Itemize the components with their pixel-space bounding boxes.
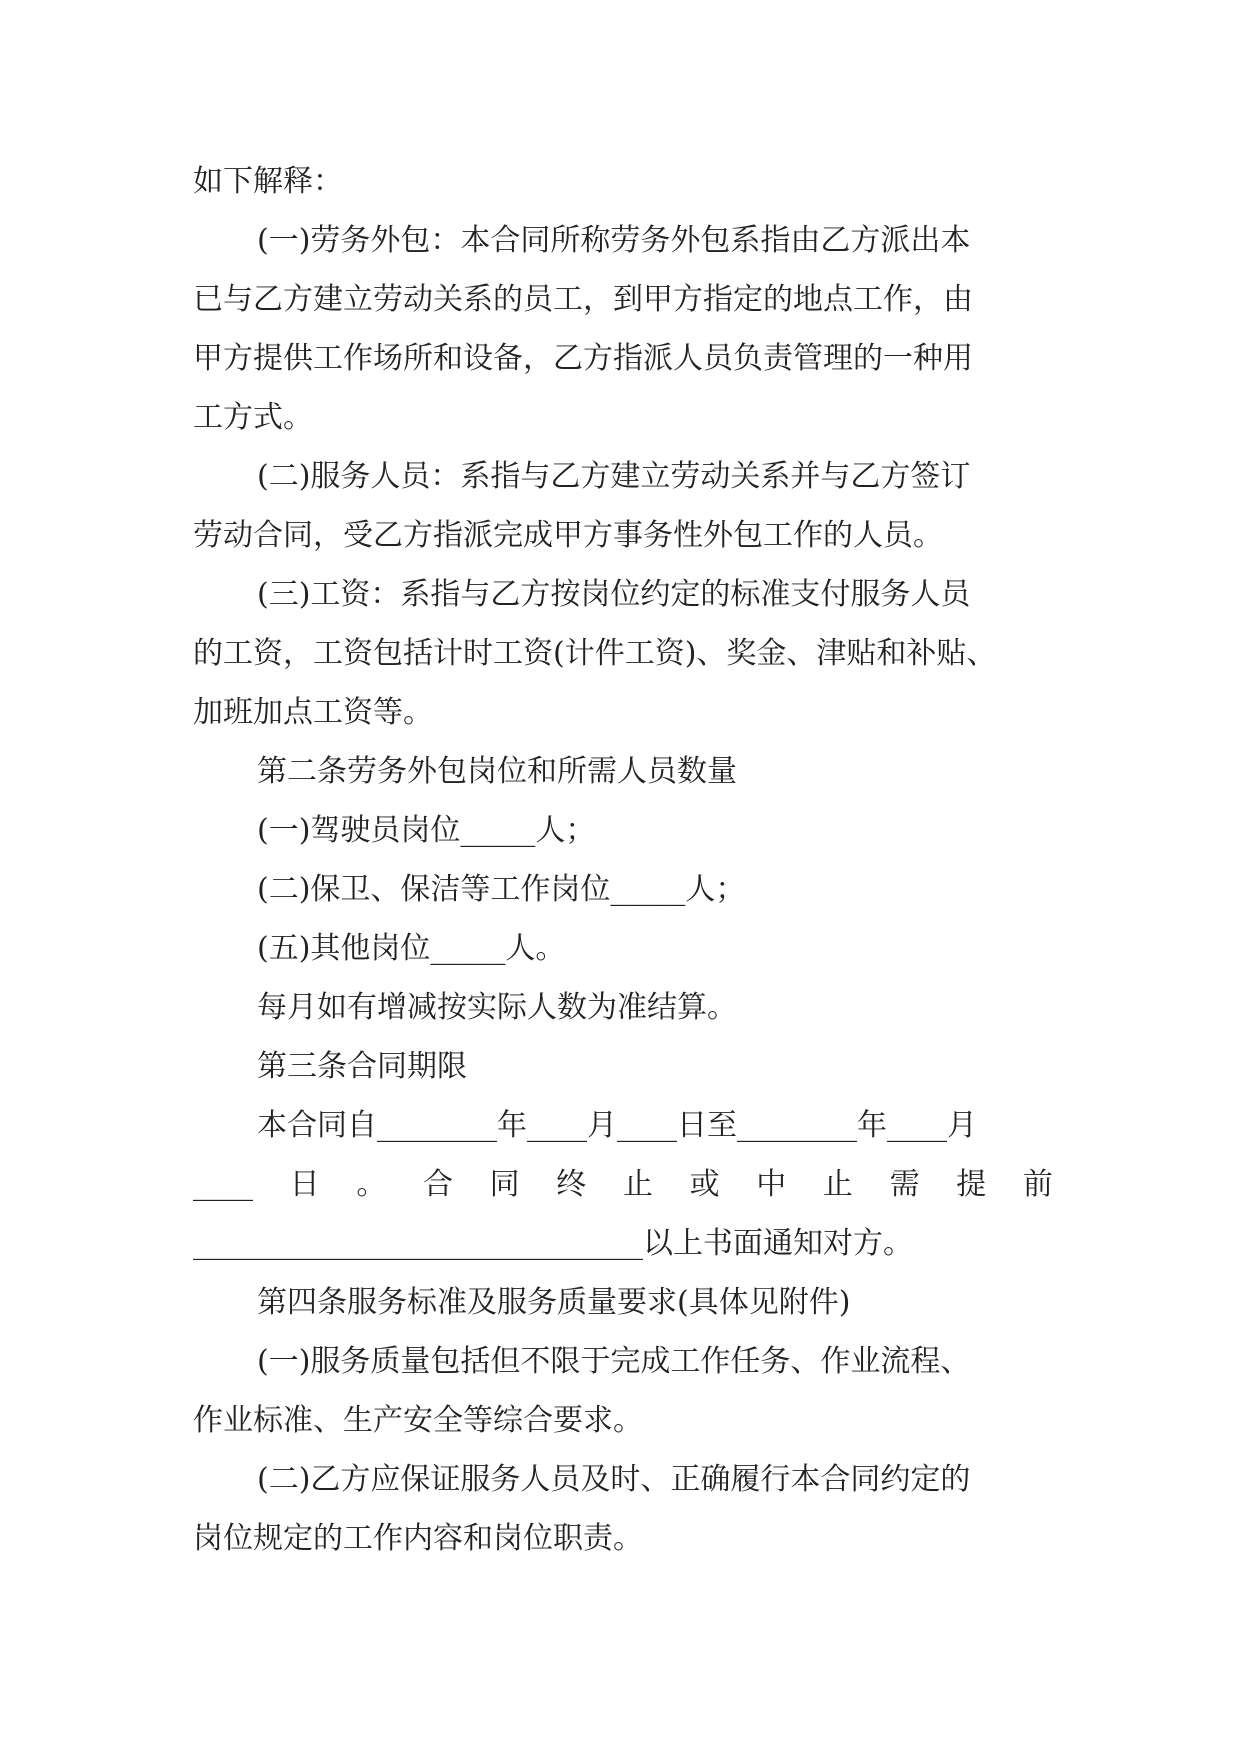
text-line: 如下解释： bbox=[193, 164, 343, 199]
text-line: 岗位规定的工作内容和岗位职责。 bbox=[193, 1521, 643, 1556]
document-body bbox=[193, 152, 1053, 1568]
section-heading: 第二条劳务外包岗位和所需人员数量 bbox=[257, 754, 737, 789]
text-glyph: 提 bbox=[956, 1167, 987, 1202]
text-line: (二)乙方应保证服务人员及时、正确履行本合同约定的 bbox=[257, 1462, 971, 1497]
text-line: 已与乙方建立劳动关系的员工，到甲方指定的地点工作，由 bbox=[193, 282, 973, 317]
text-line: (二)保卫、保洁等工作岗位_____人； bbox=[257, 872, 746, 907]
section-heading: 第三条合同期限 bbox=[257, 1049, 467, 1084]
text-line: (三)工资：系指与乙方按岗位约定的标准支付服务人员 bbox=[257, 577, 971, 612]
text-line: (二)服务人员：系指与乙方建立劳动关系并与乙方签订 bbox=[257, 459, 971, 494]
text-glyph: 止 bbox=[622, 1167, 653, 1202]
text-line: 工方式。 bbox=[193, 400, 313, 435]
text-glyph: 同 bbox=[489, 1167, 520, 1202]
text-glyph: 。 bbox=[356, 1167, 387, 1202]
text-line: (一)劳务外包：本合同所称劳务外包系指由乙方派出本 bbox=[257, 223, 971, 258]
text-glyph: 或 bbox=[689, 1167, 720, 1202]
text-line: (五)其他岗位_____人。 bbox=[257, 931, 566, 966]
text-line: 甲方提供工作场所和设备，乙方指派人员负责管理的一种用 bbox=[193, 341, 973, 376]
text-line: 作业标准、生产安全等综合要求。 bbox=[193, 1403, 643, 1438]
text-glyph: 前 bbox=[1022, 1167, 1053, 1202]
text-glyph: 合 bbox=[422, 1167, 453, 1202]
text-glyph: 止 bbox=[822, 1167, 853, 1202]
text-line: 本合同自________年____月____日至________年____月 bbox=[257, 1108, 977, 1143]
text-glyph: 需 bbox=[889, 1167, 920, 1202]
text-line: (一)驾驶员岗位_____人； bbox=[257, 813, 596, 848]
text-line: (一)服务质量包括但不限于完成工作任务、作业流程、 bbox=[257, 1344, 971, 1379]
text-glyph: 终 bbox=[556, 1167, 587, 1202]
text-line: ______________________________以上书面通知对方。 bbox=[193, 1226, 913, 1261]
text-line: 每月如有增减按实际人数为准结算。 bbox=[257, 990, 737, 1025]
section-heading: 第四条服务标准及服务质量要求(具体见附件) bbox=[257, 1285, 851, 1320]
text-line: 加班加点工资等。 bbox=[193, 695, 433, 730]
text-glyph: 中 bbox=[756, 1167, 787, 1202]
spread-text-line bbox=[193, 1155, 1053, 1214]
text-glyph: ____ bbox=[193, 1167, 253, 1202]
text-line: 劳动合同，受乙方指派完成甲方事务性外包工作的人员。 bbox=[193, 518, 943, 553]
text-line: 的工资，工资包括计时工资(计件工资)、奖金、津贴和补贴、 bbox=[193, 636, 997, 671]
text-glyph: 日 bbox=[289, 1167, 320, 1202]
